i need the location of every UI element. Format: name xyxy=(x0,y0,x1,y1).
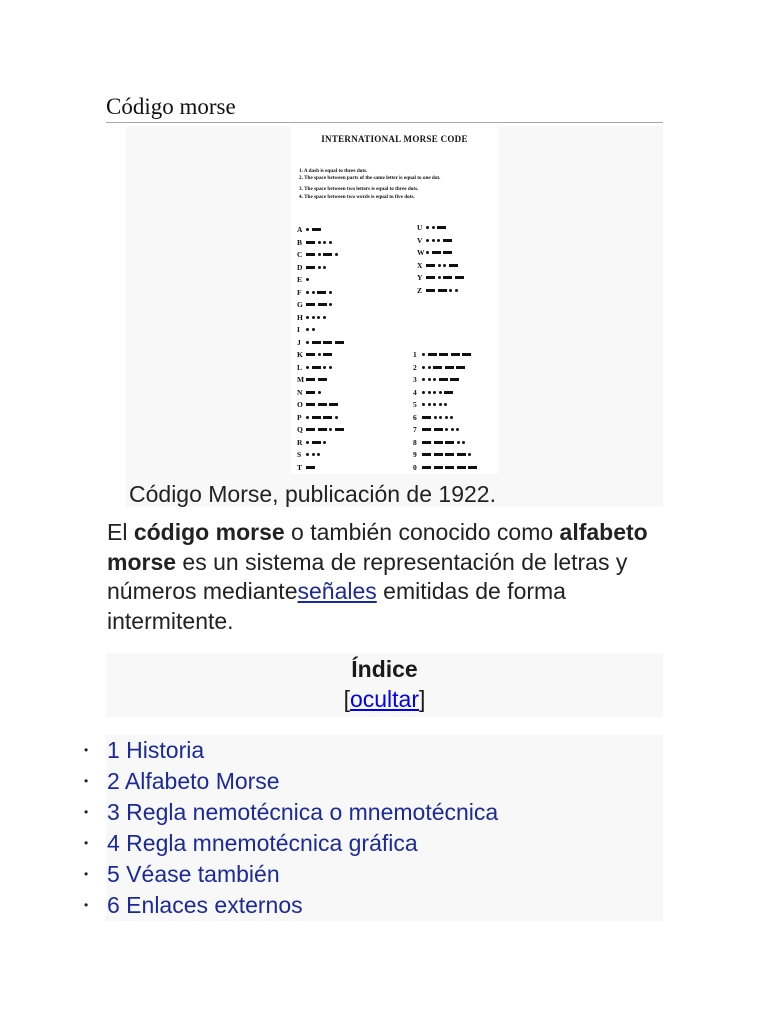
morse-dash xyxy=(457,453,466,456)
morse-character: 0 xyxy=(413,462,417,472)
morse-character: H xyxy=(297,312,303,322)
morse-character: A xyxy=(297,225,303,234)
morse-dot xyxy=(426,239,429,242)
morse-row-1 xyxy=(413,349,474,360)
morse-row-3 xyxy=(413,374,462,385)
morse-dash xyxy=(306,303,315,306)
morse-character: N xyxy=(297,387,303,397)
morse-dash xyxy=(312,416,321,419)
morse-row-l xyxy=(297,362,334,373)
morse-dash xyxy=(323,416,332,419)
morse-dot xyxy=(422,366,425,369)
toc-bracket-close: ] xyxy=(419,686,426,712)
morse-dot xyxy=(323,316,326,319)
morse-dash xyxy=(445,441,454,444)
toc-bracket-open: [ xyxy=(343,686,350,712)
morse-dot xyxy=(462,441,465,444)
morse-dot xyxy=(445,416,448,419)
morse-character: Z xyxy=(417,285,423,295)
toc-item xyxy=(78,890,663,921)
scan-rule: 1. A dash is equal to three dots. xyxy=(299,168,368,174)
morse-dash xyxy=(439,378,448,381)
morse-dash xyxy=(312,366,321,369)
morse-dot xyxy=(323,366,326,369)
intro-text: o también conocido como xyxy=(284,519,560,545)
morse-character: T xyxy=(297,462,303,472)
morse-dash xyxy=(445,453,454,456)
morse-dash xyxy=(443,251,452,254)
morse-dot xyxy=(329,291,332,294)
morse-dot xyxy=(439,403,442,406)
morse-code-chart-image[interactable] xyxy=(291,126,498,474)
morse-dot xyxy=(306,291,309,294)
morse-character: P xyxy=(297,412,302,422)
morse-dot xyxy=(438,276,441,279)
morse-dash xyxy=(323,341,332,344)
morse-dash xyxy=(422,416,431,419)
intro-text: emitidas de forma intermitente. xyxy=(107,578,566,634)
intro-text: El xyxy=(107,519,134,545)
morse-dash xyxy=(306,428,315,431)
morse-dash xyxy=(445,466,454,469)
morse-character: 7 xyxy=(413,425,417,434)
page-heading: Código morse xyxy=(106,92,663,123)
morse-row-6 xyxy=(413,412,456,423)
morse-dash xyxy=(433,366,442,369)
toc-title: Índice xyxy=(351,656,418,682)
morse-dash xyxy=(426,264,435,267)
morse-dot xyxy=(449,289,452,292)
morse-dot xyxy=(312,316,315,319)
morse-row-g xyxy=(297,299,335,310)
morse-dot xyxy=(329,428,332,431)
morse-dash xyxy=(422,453,431,456)
morse-character: O xyxy=(297,400,303,409)
term-codigo-morse: código morse xyxy=(133,519,285,545)
morse-character: C xyxy=(297,250,303,259)
morse-dash xyxy=(318,303,327,306)
morse-dot xyxy=(329,303,332,306)
scan-title: INTERNATIONAL MORSE CODE xyxy=(321,134,468,144)
morse-dash xyxy=(329,403,338,406)
morse-dot xyxy=(434,416,437,419)
morse-dot xyxy=(312,291,315,294)
morse-dot xyxy=(422,403,425,406)
toc-header xyxy=(106,653,663,717)
morse-row-r xyxy=(297,437,329,448)
morse-row-d xyxy=(297,262,329,273)
morse-character: I xyxy=(297,325,300,334)
morse-character: 2 xyxy=(413,362,417,372)
morse-row-5 xyxy=(413,399,450,410)
morse-dot xyxy=(335,253,338,256)
scan-rule: 2. The space between parts of the same letter is equal to one dot. xyxy=(299,175,441,182)
intro-text: es un sistema de representación de letras y números mediante xyxy=(107,548,628,604)
morse-row-8 xyxy=(413,437,468,448)
morse-row-q xyxy=(297,424,346,435)
morse-character: 3 xyxy=(413,375,417,384)
morse-row-e xyxy=(297,274,312,285)
figure-thumbnail xyxy=(126,126,663,507)
morse-character: U xyxy=(417,223,423,232)
morse-character: M xyxy=(297,375,305,384)
morse-dot xyxy=(312,328,315,331)
morse-dot xyxy=(329,241,332,244)
morse-row-0 xyxy=(413,462,480,473)
toc-toggle xyxy=(106,684,663,714)
morse-row-s xyxy=(297,449,323,460)
morse-dot xyxy=(317,316,320,319)
morse-dot xyxy=(428,378,431,381)
morse-character: 1 xyxy=(413,350,417,359)
morse-dot xyxy=(450,416,453,419)
morse-character: Y xyxy=(417,273,423,282)
morse-dot xyxy=(306,453,309,456)
morse-character: E xyxy=(297,275,303,284)
intro-paragraph xyxy=(107,518,667,636)
morse-dot xyxy=(317,453,320,456)
morse-dash xyxy=(318,403,327,406)
morse-dot xyxy=(422,378,425,381)
morse-dash xyxy=(422,466,431,469)
morse-dot xyxy=(432,239,435,242)
toc-item xyxy=(78,735,663,766)
morse-dot xyxy=(444,403,447,406)
morse-character: Q xyxy=(297,425,303,434)
morse-dash xyxy=(318,428,327,431)
figure-caption: Código Morse, publicación de 1922. xyxy=(129,481,496,507)
morse-dot xyxy=(443,264,446,267)
term-alfabeto-morse: alfabeto morse xyxy=(107,519,648,575)
morse-dot xyxy=(323,266,326,269)
morse-character: L xyxy=(297,362,303,372)
morse-row-c xyxy=(297,249,340,260)
scan-rules xyxy=(299,168,495,201)
morse-character: 4 xyxy=(413,387,417,397)
morse-row-w xyxy=(417,247,455,258)
toc-link-regla-nemotecnica[interactable]: 3 Regla nemotécnica o mnemotécnica xyxy=(107,799,499,825)
morse-dash xyxy=(306,253,315,256)
morse-dash xyxy=(428,353,437,356)
morse-dash xyxy=(462,353,471,356)
morse-dash xyxy=(444,391,453,394)
morse-character: 9 xyxy=(413,450,417,459)
morse-row-x xyxy=(417,260,460,271)
morse-row-i xyxy=(297,324,317,335)
morse-dash xyxy=(445,366,454,369)
toc-item xyxy=(78,766,663,797)
morse-dash xyxy=(306,378,315,381)
toc-link-alfabeto-morse[interactable]: 2 Alfabeto Morse xyxy=(107,768,280,794)
morse-row-j xyxy=(297,337,346,348)
morse-dash xyxy=(434,466,443,469)
morse-dash xyxy=(306,466,315,469)
morse-dot xyxy=(433,378,436,381)
morse-row-9 xyxy=(413,449,474,460)
morse-character: F xyxy=(297,287,302,297)
morse-dash xyxy=(455,276,464,279)
morse-row-4 xyxy=(413,387,456,398)
morse-row-m xyxy=(297,374,329,385)
morse-dot xyxy=(439,416,442,419)
morse-dot xyxy=(432,226,435,229)
morse-character: 5 xyxy=(413,400,417,409)
morse-dash xyxy=(335,428,344,431)
morse-row-h xyxy=(297,312,328,323)
morse-dash xyxy=(312,228,321,231)
morse-dash xyxy=(422,428,431,431)
morse-character: J xyxy=(297,337,301,347)
toc-item xyxy=(78,828,663,859)
morse-dash xyxy=(457,466,466,469)
morse-dot xyxy=(312,453,315,456)
morse-dash xyxy=(456,366,465,369)
toc-link-enlaces-externos[interactable]: 6 Enlaces externos xyxy=(107,892,303,918)
morse-dash xyxy=(443,239,452,242)
morse-character: X xyxy=(417,260,423,270)
scan-rule: 3. The space between two letters is equal to three dots. xyxy=(299,186,419,193)
morse-dash xyxy=(323,253,332,256)
morse-dash xyxy=(468,466,477,469)
morse-dash xyxy=(306,241,315,244)
morse-dot xyxy=(428,391,431,394)
morse-row-f xyxy=(297,287,334,298)
morse-dash xyxy=(312,341,321,344)
morse-dash xyxy=(335,341,344,344)
morse-dash xyxy=(306,403,315,406)
morse-dash xyxy=(434,428,443,431)
morse-dot xyxy=(457,441,460,444)
morse-row-b xyxy=(297,237,334,248)
morse-dot xyxy=(445,428,448,431)
morse-dash xyxy=(312,441,321,444)
morse-dot xyxy=(433,403,436,406)
morse-dot xyxy=(323,441,326,444)
morse-dot xyxy=(422,391,425,394)
morse-dash xyxy=(426,289,435,292)
morse-character: V xyxy=(417,235,423,245)
morse-character: G xyxy=(297,300,303,309)
toc-link-historia[interactable]: 1 Historia xyxy=(107,737,205,763)
morse-dot xyxy=(428,366,431,369)
toc-link-regla-grafica[interactable]: 4 Regla mnemotécnica gráfica xyxy=(107,830,418,856)
morse-dot xyxy=(428,403,431,406)
morse-character: B xyxy=(297,237,303,247)
link-senales[interactable]: señales xyxy=(297,578,377,604)
toc-link-vease-tambien[interactable]: 5 Véase también xyxy=(107,861,280,887)
morse-dash xyxy=(426,276,435,279)
morse-dash xyxy=(323,353,332,356)
morse-row-v xyxy=(417,235,454,246)
morse-dot xyxy=(433,391,436,394)
morse-row-a xyxy=(297,224,323,235)
morse-dash xyxy=(451,353,460,356)
morse-dot xyxy=(323,241,326,244)
morse-dot xyxy=(306,416,309,419)
morse-dot xyxy=(318,253,321,256)
toc-hide-link[interactable]: ocultar xyxy=(349,686,420,712)
morse-dot xyxy=(426,251,429,254)
morse-dot xyxy=(439,391,442,394)
morse-dash xyxy=(449,264,458,267)
morse-dot xyxy=(306,366,309,369)
morse-row-n xyxy=(297,387,323,398)
morse-dot xyxy=(318,391,321,394)
morse-dash xyxy=(439,353,448,356)
morse-dot xyxy=(451,428,454,431)
morse-dash xyxy=(434,441,443,444)
morse-character: S xyxy=(297,450,302,459)
morse-dash xyxy=(306,391,315,394)
morse-character: 6 xyxy=(413,412,417,422)
morse-dot xyxy=(318,266,321,269)
morse-dot xyxy=(306,228,309,231)
morse-row-2 xyxy=(413,362,468,373)
morse-dash xyxy=(437,226,446,229)
morse-character: K xyxy=(297,350,303,359)
morse-dash xyxy=(422,441,431,444)
toc-item xyxy=(78,797,663,828)
morse-dot xyxy=(335,416,338,419)
morse-dash xyxy=(318,378,327,381)
morse-row-k xyxy=(297,349,335,360)
morse-dash xyxy=(450,378,459,381)
morse-row-p xyxy=(297,412,340,423)
morse-dash xyxy=(438,289,447,292)
morse-dash xyxy=(306,266,315,269)
morse-dot xyxy=(438,264,441,267)
toc-list xyxy=(78,735,663,921)
morse-dot xyxy=(437,239,440,242)
morse-row-y xyxy=(417,272,466,283)
morse-dot xyxy=(306,441,309,444)
morse-dot xyxy=(306,316,309,319)
morse-row-u xyxy=(417,222,449,233)
morse-row-t xyxy=(297,462,318,473)
toc-item xyxy=(78,859,663,890)
morse-dash xyxy=(317,291,326,294)
morse-dot xyxy=(455,289,458,292)
morse-dash xyxy=(434,453,443,456)
scan-rule: 4. The space between two words is equal to five dots. xyxy=(299,193,415,200)
morse-dot xyxy=(306,278,309,281)
morse-character: D xyxy=(297,262,303,272)
morse-character: 8 xyxy=(413,437,417,447)
morse-dot xyxy=(318,241,321,244)
morse-dot xyxy=(456,428,459,431)
morse-dash xyxy=(443,276,452,279)
morse-row-o xyxy=(297,399,341,410)
morse-character: R xyxy=(297,437,303,447)
morse-row-z xyxy=(417,285,460,296)
morse-dot xyxy=(422,353,425,356)
morse-row-7 xyxy=(413,424,462,435)
morse-dot xyxy=(468,453,471,456)
morse-dot xyxy=(306,341,309,344)
morse-character: W xyxy=(417,248,425,257)
morse-dot xyxy=(329,366,332,369)
morse-dot xyxy=(306,328,309,331)
morse-dash xyxy=(306,353,315,356)
morse-dot xyxy=(426,226,429,229)
morse-dot xyxy=(318,353,321,356)
morse-dash xyxy=(432,251,441,254)
